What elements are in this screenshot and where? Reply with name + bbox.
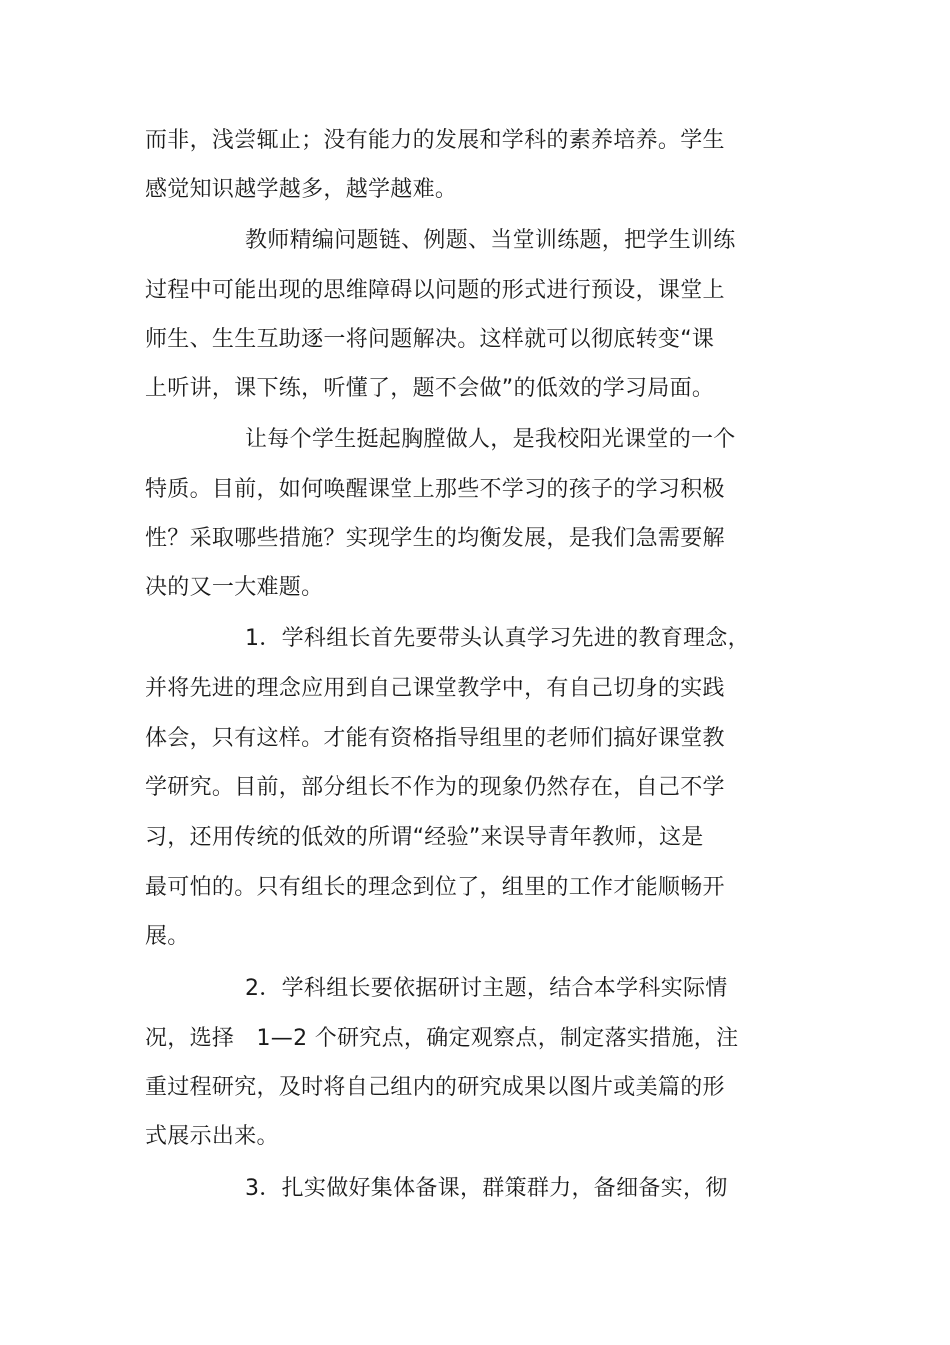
text-line: 过程中可能出现的思维障碍以问题的形式进行预设，课堂上 [145, 278, 725, 303]
text-line: 并将先进的理念应用到自己课堂教学中，有自己切身的实践 [145, 676, 725, 701]
text-line: 最可怕的。只有组长的理念到位了，组里的工作才能顺畅开 [145, 875, 725, 900]
text-line: 而非，浅尝辄止；没有能力的发展和学科的素养培养。学生 [145, 128, 725, 153]
text-line: 体会，只有这样。才能有资格指导组里的老师们搞好课堂教 [145, 726, 725, 751]
text-line: 特质。目前，如何唤醒课堂上那些不学习的孩子的学习积极 [145, 477, 725, 502]
paragraph-start-line: 教师精编问题链、例题、当堂训练题，把学生训练 [245, 228, 736, 253]
text-line: 性？采取哪些措施？实现学生的均衡发展，是我们急需要解 [145, 526, 725, 551]
text-line: 况，选择 1—2 个研究点，确定观察点，制定落实措施，注 [145, 1026, 739, 1051]
text-line: 决的又一大难题。 [145, 575, 324, 600]
list-item-1-line: 1．学科组长首先要带头认真学习先进的教育理念， [245, 626, 750, 651]
text-line: 重过程研究，及时将自己组内的研究成果以图片或美篇的形 [145, 1075, 725, 1100]
text-line: 学研究。目前，部分组长不作为的现象仍然存在，自己不学 [145, 775, 725, 800]
text-line: 感觉知识越学越多，越学越难。 [145, 177, 458, 202]
text-line: 习，还用传统的低效的所谓“经验”来误导青年教师，这是 [145, 825, 704, 850]
text-line: 师生、生生互助逐一将问题解决。这样就可以彻底转变“课 [145, 327, 715, 352]
text-line: 上听讲，课下练，听懂了，题不会做”的低效的学习局面。 [145, 376, 715, 401]
list-item-3-line: 3．扎实做好集体备课，群策群力，备细备实，彻 [245, 1176, 728, 1201]
list-item-2-line: 2．学科组长要依据研讨主题，结合本学科实际情 [245, 976, 728, 1001]
text-line: 展。 [145, 924, 190, 949]
text-line: 式展示出来。 [145, 1124, 279, 1149]
paragraph-start-line: 让每个学生挺起胸膛做人，是我校阳光课堂的一个 [245, 427, 736, 452]
